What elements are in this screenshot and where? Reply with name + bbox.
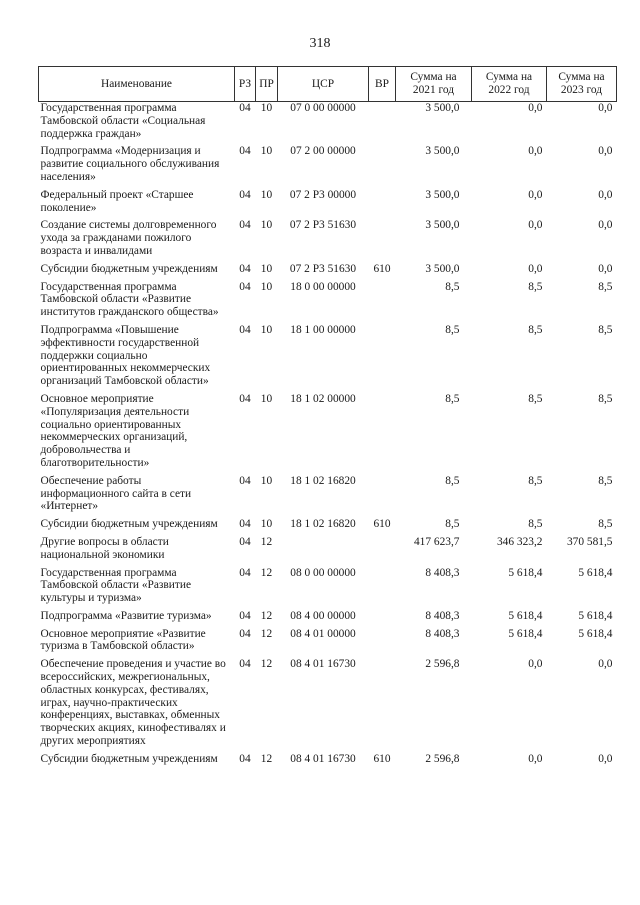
cell-sum-2022: 0,0 xyxy=(528,219,543,232)
cell-csr: 08 0 00 00000 xyxy=(290,566,356,579)
cell-vr xyxy=(369,189,396,220)
cell-csr: 18 1 02 00000 xyxy=(290,392,356,405)
table-row xyxy=(39,518,617,536)
cell-sum-2022: 8,5 xyxy=(528,392,543,405)
cell-rz: 04 xyxy=(239,262,251,275)
header-sum-2021: Сумма на 2021 год xyxy=(396,67,472,102)
table-row xyxy=(39,324,617,393)
cell-sum-2023: 0,0 xyxy=(598,219,613,232)
cell-sum-2021: 8,5 xyxy=(445,392,460,405)
header-name: Наименование xyxy=(39,67,235,102)
cell-csr: 18 0 00 00000 xyxy=(290,280,356,293)
cell-name: Государственная программа Тамбовской области «Развитие культуры и туризма» xyxy=(40,566,192,605)
cell-vr xyxy=(369,610,396,628)
cell-rz: 04 xyxy=(239,188,251,201)
header-sum-2022: Сумма на 2022 год xyxy=(472,67,547,102)
cell-vr: 610 xyxy=(373,262,391,275)
cell-sum-2021: 8,5 xyxy=(445,323,460,336)
table-row xyxy=(39,475,617,518)
cell-sum-2021: 8 408,3 xyxy=(425,566,460,579)
cell-pr: 10 xyxy=(260,262,273,275)
cell-sum-2022: 5 618,4 xyxy=(508,609,543,622)
cell-sum-2021: 2 596,8 xyxy=(425,658,460,671)
cell-vr xyxy=(369,145,396,188)
cell-name: Государственная программа Тамбовской области «Развитие институтов гражданского общества» xyxy=(40,280,219,319)
cell-sum-2023: 370 581,5 xyxy=(566,535,613,548)
cell-vr xyxy=(369,219,396,262)
cell-pr: 10 xyxy=(260,392,273,405)
cell-pr: 12 xyxy=(260,627,273,640)
cell-vr xyxy=(369,536,396,567)
cell-csr: 07 0 00 00000 xyxy=(290,102,356,114)
cell-vr xyxy=(369,393,396,475)
cell-pr: 12 xyxy=(260,752,273,765)
table-row xyxy=(39,263,617,281)
cell-vr xyxy=(369,628,396,659)
cell-sum-2021: 8,5 xyxy=(445,518,460,531)
cell-sum-2023: 8,5 xyxy=(598,518,613,531)
cell-csr: 18 1 02 16820 xyxy=(290,474,356,487)
cell-name: Государственная программа Тамбовской области «Социальная поддержка граждан» xyxy=(40,102,206,140)
cell-sum-2023: 0,0 xyxy=(598,658,613,671)
cell-pr: 10 xyxy=(260,219,273,232)
header-rz: РЗ xyxy=(235,67,256,102)
cell-csr: 07 2 P3 00000 xyxy=(289,188,357,201)
cell-sum-2022: 346 323,2 xyxy=(496,535,543,548)
cell-rz: 04 xyxy=(239,609,251,622)
cell-sum-2023: 8,5 xyxy=(598,392,613,405)
cell-name: Подпрограмма «Повышение эффективности государственной поддержки социально ориентированных некоммерческих организаций Тамбовской области» xyxy=(40,323,211,388)
table-row xyxy=(39,658,617,753)
cell-pr: 10 xyxy=(260,518,273,531)
cell-pr: 10 xyxy=(260,280,273,293)
cell-sum-2022: 0,0 xyxy=(528,752,543,765)
cell-csr: 08 4 01 16730 xyxy=(290,658,356,671)
budget-table xyxy=(38,66,617,771)
cell-name: Другие вопросы в области национальной экономики xyxy=(40,535,169,561)
cell-sum-2022: 5 618,4 xyxy=(508,627,543,640)
cell-rz: 04 xyxy=(239,658,251,671)
table-row xyxy=(39,281,617,324)
cell-name: Основное мероприятие «Популяризация деятельности социально ориентированных некоммерческих организаций, добровольчества и благотворительности» xyxy=(40,392,190,469)
cell-rz: 04 xyxy=(239,392,251,405)
cell-name: Субсидии бюджетным учреждениям xyxy=(40,752,218,765)
table-row xyxy=(39,145,617,188)
cell-sum-2023: 0,0 xyxy=(598,102,613,114)
cell-sum-2023: 8,5 xyxy=(598,474,613,487)
cell-name: Обеспечение работы информационного сайта в сети «Интернет» xyxy=(40,474,192,513)
cell-csr: 07 2 00 00000 xyxy=(290,145,356,158)
table-row xyxy=(39,102,617,146)
cell-name: Федеральный проект «Старшее поколение» xyxy=(40,188,194,214)
cell-sum-2022: 8,5 xyxy=(528,323,543,336)
cell-sum-2021: 417 623,7 xyxy=(413,535,460,548)
cell-sum-2023: 5 618,4 xyxy=(578,566,613,579)
cell-sum-2023: 8,5 xyxy=(598,323,613,336)
cell-sum-2022: 0,0 xyxy=(528,188,543,201)
table-row xyxy=(39,753,617,771)
cell-rz: 04 xyxy=(239,474,251,487)
header-csr: ЦСР xyxy=(278,67,369,102)
cell-csr: 07 2 P3 51630 xyxy=(289,219,357,232)
cell-sum-2021: 8 408,3 xyxy=(425,609,460,622)
cell-pr: 12 xyxy=(260,535,273,548)
cell-vr xyxy=(369,658,396,753)
cell-sum-2022: 0,0 xyxy=(528,145,543,158)
cell-sum-2022: 8,5 xyxy=(528,518,543,531)
cell-sum-2021: 3 500,0 xyxy=(425,219,460,232)
cell-sum-2023: 0,0 xyxy=(598,188,613,201)
cell-name: Обеспечение проведения и участие во всероссийских, межрегиональных, областных конкурсах, фестивалях, играх, научно-практических конференциях, выставках, обменных творческих акциях, кинофестивалях и других мероприятиях xyxy=(40,658,226,748)
cell-sum-2023: 5 618,4 xyxy=(578,609,613,622)
cell-name: Субсидии бюджетным учреждениям xyxy=(40,518,218,531)
cell-sum-2023: 0,0 xyxy=(598,262,613,275)
header-vr: ВР xyxy=(369,67,396,102)
cell-sum-2021: 8,5 xyxy=(445,474,460,487)
cell-pr: 12 xyxy=(260,566,273,579)
cell-name: Подпрограмма «Развитие туризма» xyxy=(40,609,212,622)
cell-csr: 08 4 00 00000 xyxy=(290,609,356,622)
table-body xyxy=(39,102,617,771)
cell-sum-2022: 8,5 xyxy=(528,280,543,293)
cell-vr xyxy=(369,475,396,518)
cell-rz: 04 xyxy=(239,145,251,158)
table-row xyxy=(39,536,617,567)
cell-sum-2022: 5 618,4 xyxy=(508,566,543,579)
cell-vr: 610 xyxy=(373,518,391,531)
cell-sum-2021: 2 596,8 xyxy=(425,752,460,765)
cell-rz: 04 xyxy=(239,323,251,336)
cell-csr xyxy=(278,536,369,567)
cell-rz: 04 xyxy=(239,518,251,531)
cell-pr: 10 xyxy=(260,102,273,114)
cell-csr: 08 4 01 16730 xyxy=(290,752,356,765)
cell-pr: 12 xyxy=(260,658,273,671)
cell-vr xyxy=(369,102,396,146)
table-row xyxy=(39,393,617,475)
cell-sum-2021: 8,5 xyxy=(445,280,460,293)
cell-sum-2021: 3 500,0 xyxy=(425,145,460,158)
cell-sum-2021: 3 500,0 xyxy=(425,262,460,275)
cell-pr: 10 xyxy=(260,323,273,336)
cell-rz: 04 xyxy=(239,219,251,232)
header-pr: ПР xyxy=(256,67,278,102)
table-row xyxy=(39,567,617,610)
cell-sum-2022: 8,5 xyxy=(528,474,543,487)
cell-vr: 610 xyxy=(373,752,391,765)
cell-sum-2023: 0,0 xyxy=(598,145,613,158)
cell-sum-2023: 5 618,4 xyxy=(578,627,613,640)
cell-sum-2023: 8,5 xyxy=(598,280,613,293)
cell-csr: 07 2 P3 51630 xyxy=(289,262,357,275)
cell-pr: 10 xyxy=(260,474,273,487)
cell-pr: 10 xyxy=(260,145,273,158)
cell-rz: 04 xyxy=(239,280,251,293)
cell-rz: 04 xyxy=(239,535,251,548)
cell-sum-2021: 3 500,0 xyxy=(425,102,460,114)
cell-vr xyxy=(369,567,396,610)
cell-rz: 04 xyxy=(239,102,251,114)
cell-csr: 18 1 02 16820 xyxy=(290,518,356,531)
page-number: 318 xyxy=(309,36,331,51)
cell-vr xyxy=(369,281,396,324)
cell-sum-2022: 0,0 xyxy=(528,658,543,671)
cell-name: Подпрограмма «Модернизация и развитие социального обслуживания населения» xyxy=(40,145,220,183)
cell-name: Создание системы долговременного ухода за гражданами пожилого возраста и инвалидами xyxy=(40,219,217,257)
cell-sum-2021: 8 408,3 xyxy=(425,627,460,640)
cell-name: Основное мероприятие «Развитие туризма в Тамбовской области» xyxy=(40,627,206,653)
cell-name: Субсидии бюджетным учреждениям xyxy=(40,262,218,275)
cell-pr: 10 xyxy=(260,188,273,201)
cell-pr: 12 xyxy=(260,609,273,622)
cell-sum-2022: 0,0 xyxy=(528,102,543,114)
cell-sum-2022: 0,0 xyxy=(528,262,543,275)
table-row xyxy=(39,628,617,659)
header-sum-2023: Сумма на 2023 год xyxy=(547,67,617,102)
cell-rz: 04 xyxy=(239,752,251,765)
cell-vr xyxy=(369,324,396,393)
table-row xyxy=(39,219,617,262)
cell-rz: 04 xyxy=(239,566,251,579)
cell-rz: 04 xyxy=(239,627,251,640)
cell-sum-2023: 0,0 xyxy=(598,752,613,765)
table-row xyxy=(39,610,617,628)
cell-sum-2021: 3 500,0 xyxy=(425,188,460,201)
table-header-row xyxy=(39,67,617,102)
cell-csr: 08 4 01 00000 xyxy=(290,627,356,640)
table-row xyxy=(39,189,617,220)
cell-csr: 18 1 00 00000 xyxy=(290,323,356,336)
